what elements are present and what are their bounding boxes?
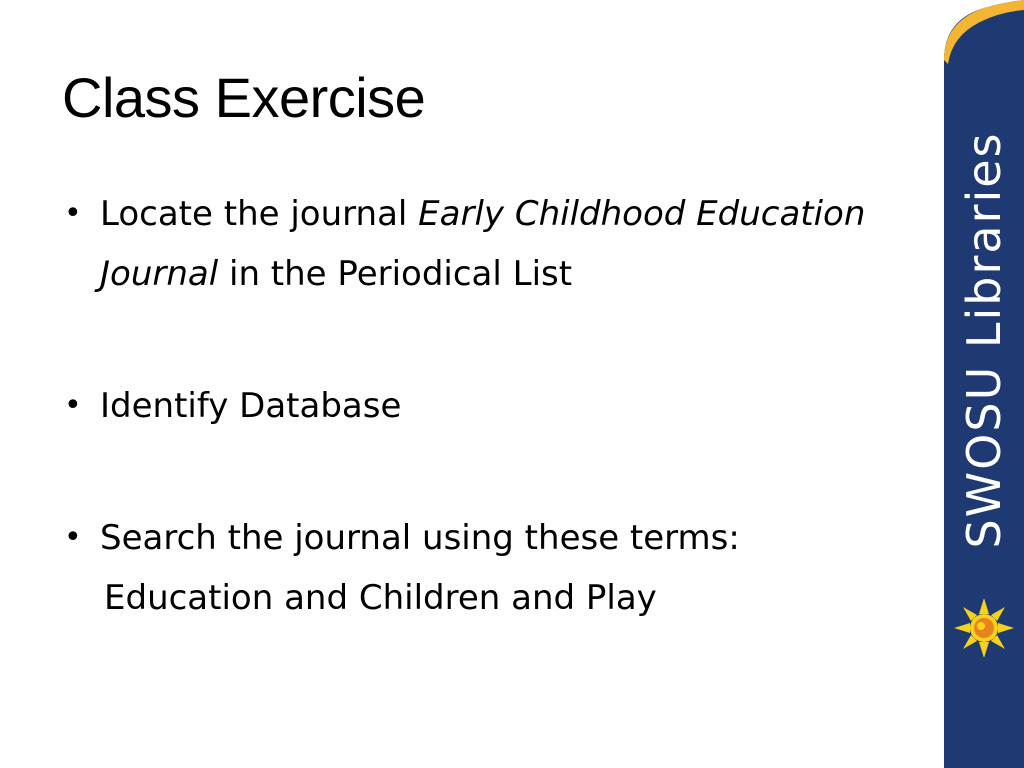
- bullet-text-tail: in the Periodical List: [218, 254, 573, 294]
- bullet-text: Locate the journal: [100, 194, 419, 234]
- bullet-marker: •: [64, 520, 82, 555]
- bullet-marker: •: [64, 196, 82, 231]
- bullet-item-search-terms: [64, 508, 924, 628]
- bullet-item-locate-journal: [64, 184, 924, 304]
- bullet-marker: •: [64, 388, 82, 423]
- journal-title: Early Childhood Education Journal: [100, 194, 866, 294]
- brand-text-container: [944, 0, 1024, 768]
- bullet-text: Identify Database: [100, 386, 402, 426]
- brand-sidebar: [944, 0, 1024, 768]
- brand-label: SWOSU Libraries: [957, 131, 1011, 549]
- bullet-item-identify-database: [64, 376, 924, 436]
- bullet-list: [64, 184, 924, 628]
- slide-title: Class Exercise: [62, 66, 426, 129]
- bullet-text: Search the journal using these terms:: [100, 518, 740, 558]
- search-terms: Education and Children and Play: [104, 578, 657, 618]
